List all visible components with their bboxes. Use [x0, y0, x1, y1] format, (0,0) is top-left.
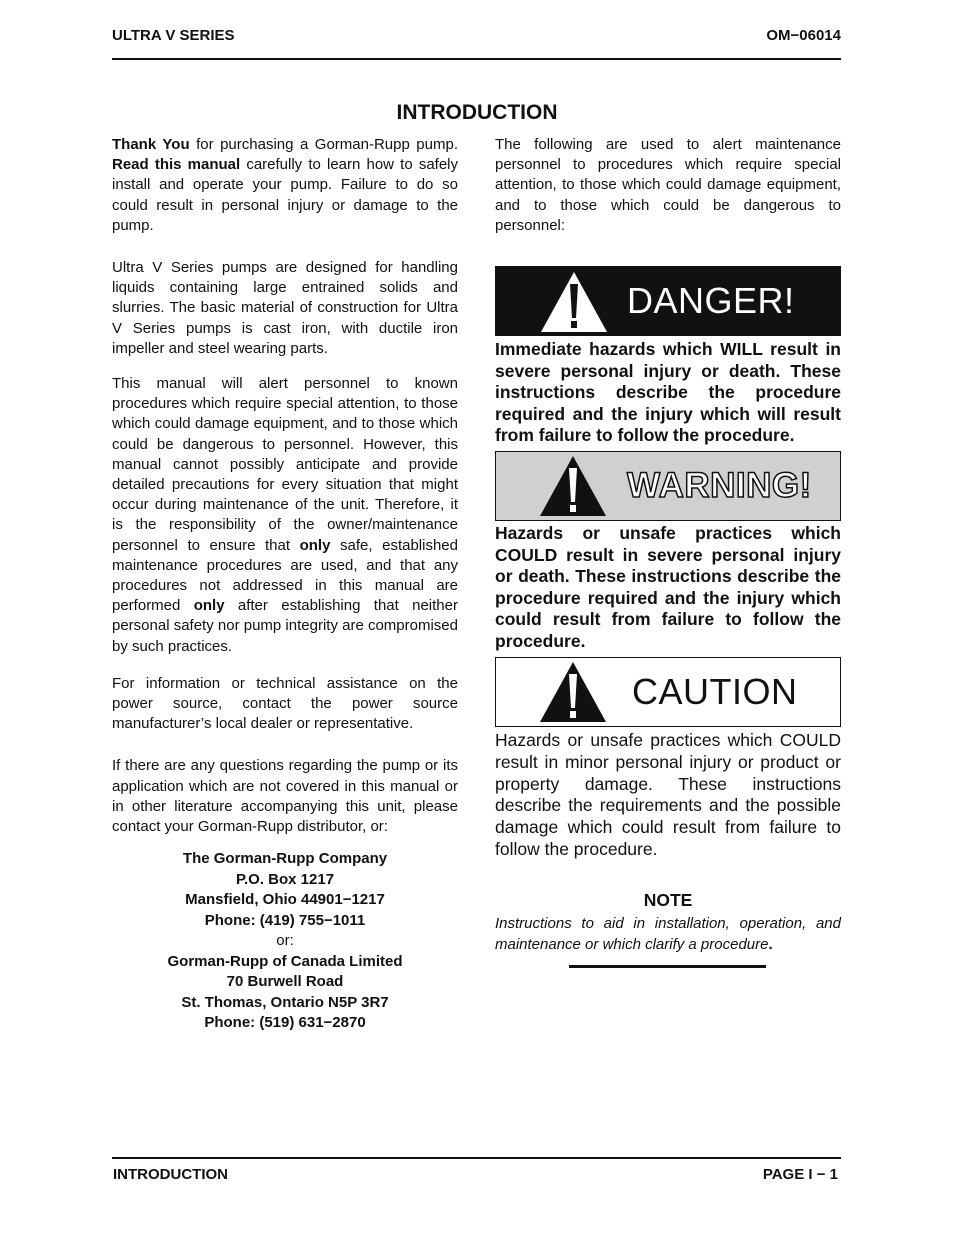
emphasis-only: only	[193, 597, 225, 615]
alert-policy-paragraph	[112, 374, 458, 657]
page-title: INTRODUCTION	[396, 101, 558, 124]
city-zip: Mansfield, Ohio 44901−1217	[185, 891, 385, 909]
intro-paragraph	[112, 135, 458, 236]
phone-canada: Phone: (519) 631−2870	[204, 1014, 366, 1032]
emphasis-only: only	[299, 536, 331, 554]
power-source-paragraph: For information or technical assistance on the power source, contact the power source manufacturer’s local dealer or representative.	[112, 674, 458, 733]
caution-triangle-icon	[538, 660, 608, 724]
danger-description: Immediate hazards which WILL result in severe personal injury or death. These instructions describe the procedure required and the injury which will result from failure to follow the procedure.	[495, 339, 841, 446]
caution-label: CAUTION	[632, 671, 798, 712]
caution-banner	[495, 657, 841, 727]
footer-page-number: PAGE I − 1	[762, 1166, 838, 1183]
canada-city: St. Thomas, Ontario N5P 3R7	[181, 993, 389, 1011]
canada-company-name: Gorman-Rupp of Canada Limited	[167, 952, 403, 970]
footer-section: INTRODUCTION	[113, 1166, 228, 1183]
warning-description: Hazards or unsafe practices which COULD result in severe personal injury or death. These instructions describe the procedure required and the injury which could result from failure to follow the procedure.	[495, 523, 841, 651]
alerts-intro: The following are used to alert maintenance personnel to procedures which require special attention, to those which could damage equipment, and to those which could be dangerous to personnel:	[495, 136, 841, 234]
canada-street: 70 Burwell Road	[226, 973, 344, 991]
footer-rule	[112, 1157, 841, 1159]
note-period: .	[768, 936, 773, 953]
text-span: for purchasing a Gorman-Rupp pump.	[189, 136, 458, 153]
company-name: The Gorman-Rupp Company	[182, 850, 388, 868]
phone-us: Phone: (419) 755−1011	[204, 911, 366, 929]
warning-label: WARNING!	[627, 466, 812, 505]
danger-label: DANGER!	[627, 280, 795, 321]
text-span: safe, established maintenance procedures are used, and that any procedures not addressed in this manual are performed	[112, 536, 458, 615]
danger-banner	[495, 266, 841, 336]
pump-description-paragraph: Ultra V Series pumps are designed for handling liquids containing large entrained solids and slurries. The basic material of construction for Ultra V Series pumps is cast iron, with ductile iron impeller and steel wearing parts.	[112, 259, 458, 357]
warning-triangle-icon	[538, 454, 608, 518]
header-rule	[112, 58, 841, 60]
text-span: This manual will alert personnel to known procedures which require special attention, to those which could damage equipment, and to those which could be dangerous to personnel. However, this manual cannot possibly anticipate and provide detailed precautions for every situation that might occur during maintenance of the unit. Therefore, it is the responsibility of the owner/maintenance personnel to ensure that	[112, 375, 458, 554]
note-end-rule	[569, 965, 766, 968]
text-span: after establishing that neither personal safety nor pump integrity are compromised by such practices.	[112, 597, 458, 655]
note-text: Instructions to aid in installation, operation, and maintenance or which clarify a procedure	[495, 915, 841, 953]
text-span: carefully to learn how to safely install and operate your pump. Failure to do so could result in personal injury or damage to the pump.	[112, 156, 459, 234]
contact-paragraph: If there are any questions regarding the pump or its application which are not covered in this manual or in other literature accompanying this unit, please contact your Gorman-Rupp distributor, or:	[112, 757, 458, 836]
note-description	[495, 913, 841, 955]
header-series: ULTRA V SERIES	[112, 27, 235, 44]
danger-triangle-icon	[539, 270, 609, 334]
address-or: or:	[276, 932, 294, 950]
read-manual-text: Read this manual	[112, 156, 241, 174]
thank-you-text: Thank You	[112, 136, 190, 153]
warning-banner	[495, 451, 841, 521]
header-doc-number: OM−06014	[766, 27, 841, 44]
note-label: NOTE	[643, 890, 693, 910]
po-box: P.O. Box 1217	[235, 870, 335, 888]
left-column	[112, 135, 458, 1034]
address-block	[112, 849, 458, 1034]
caution-description: Hazards or unsafe practices which COULD result in minor personal injury or product or property damage. These instructions describe the requirements and the possible damage which could result from failure to follow the procedure.	[495, 730, 841, 859]
